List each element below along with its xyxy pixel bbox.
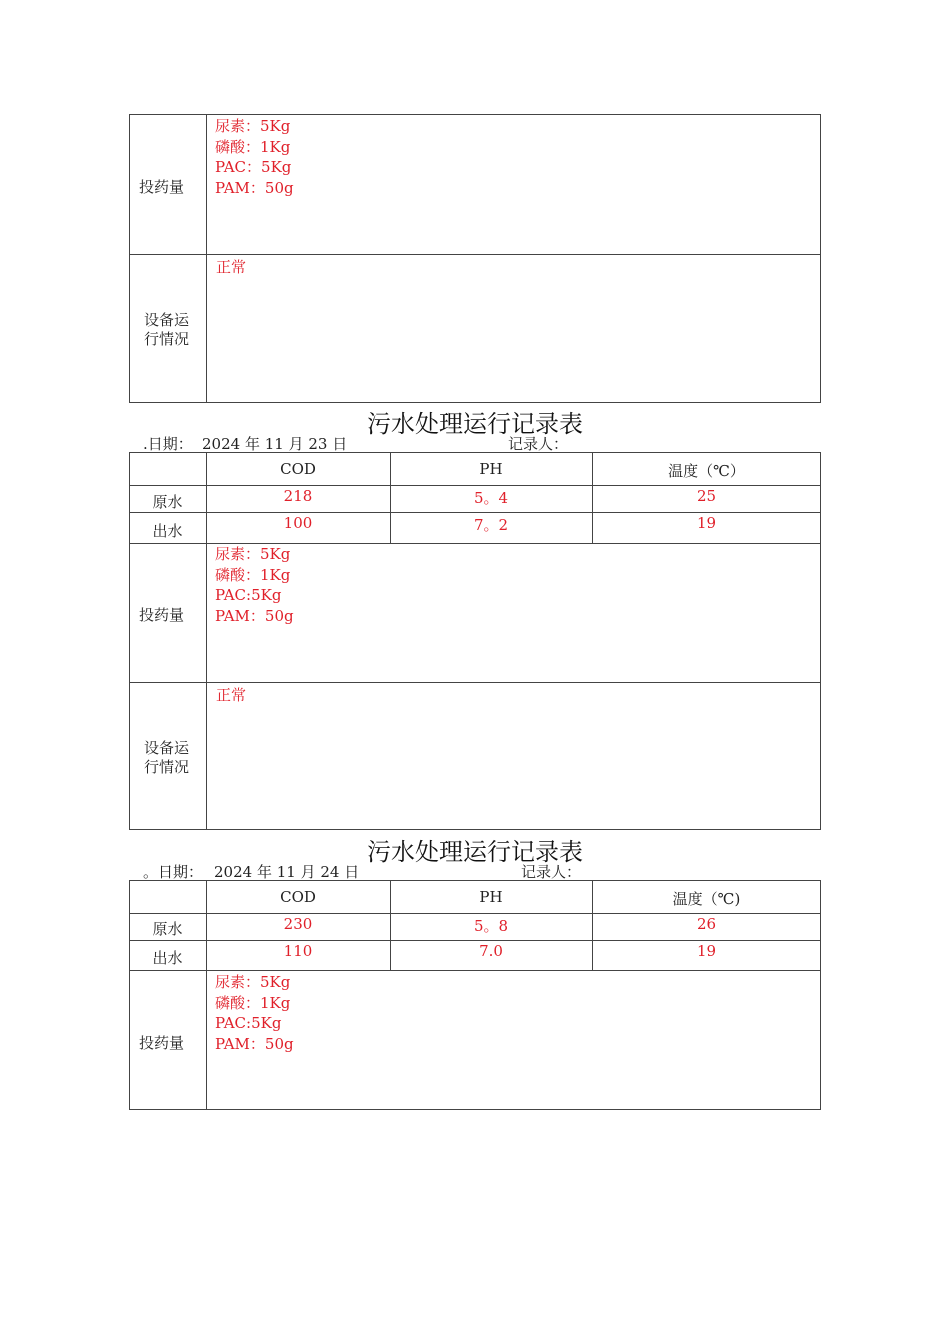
raw-cod-value: 230 xyxy=(283,915,313,933)
dosage-item: 磷酸：1Kg xyxy=(215,137,291,156)
dosage-item: 磷酸：1Kg xyxy=(215,565,291,584)
dosage-item: PAC：5Kg xyxy=(215,158,292,176)
column-header-temperature: 温度（℃） xyxy=(668,462,745,480)
dosage-label: 投药量 xyxy=(139,606,185,624)
divider xyxy=(206,452,207,830)
equipment-status: 正常 xyxy=(216,258,247,276)
record-table xyxy=(129,452,821,830)
divider xyxy=(129,485,821,486)
row-label-raw-water: 原水 xyxy=(152,493,183,511)
dosage-item: 尿素：5Kg xyxy=(215,973,291,991)
column-header-ph: PH xyxy=(479,460,503,478)
dosage-item: PAM：50g xyxy=(215,178,294,197)
dosage-item: 尿素：5Kg xyxy=(215,117,291,135)
recorder-label: 记录人： xyxy=(508,435,569,453)
dosage-item: PAC:5Kg xyxy=(215,1014,282,1032)
raw-temperature-value: 25 xyxy=(696,487,717,505)
dosage-item: PAM：50g xyxy=(215,1034,294,1053)
column-header-cod: COD xyxy=(280,460,316,478)
divider xyxy=(129,940,821,941)
dosage-list xyxy=(215,544,294,626)
date-value: 2024 年 11 月 23 日 xyxy=(202,435,348,453)
dosage-label: 投药量 xyxy=(139,178,185,196)
divider xyxy=(129,970,821,971)
recorder-label: 记录人： xyxy=(521,863,582,881)
raw-ph-value: 5。8 xyxy=(473,917,509,935)
equipment-label xyxy=(144,739,189,777)
date-label: 。日期： xyxy=(143,863,204,881)
dosage-label: 投药量 xyxy=(139,1034,185,1052)
column-header-ph: PH xyxy=(479,888,503,906)
divider xyxy=(206,114,207,403)
effluent-ph-value: 7。2 xyxy=(473,516,509,534)
effluent-cod-value: 100 xyxy=(283,514,313,532)
row-label-effluent: 出水 xyxy=(152,949,183,967)
record-title: 污水处理运行记录表 xyxy=(367,410,583,438)
effluent-temperature-value: 19 xyxy=(696,514,717,532)
raw-ph-value: 5。4 xyxy=(473,489,509,507)
dosage-item: 磷酸：1Kg xyxy=(215,993,291,1012)
equipment-label-line: 行情况 xyxy=(144,330,190,348)
divider xyxy=(129,512,821,513)
equipment-status: 正常 xyxy=(216,686,247,704)
equipment-label-line: 行情况 xyxy=(144,758,190,776)
effluent-ph-value: 7.0 xyxy=(479,942,503,960)
divider xyxy=(129,913,821,914)
date-label: .日期： xyxy=(143,435,193,453)
record-title: 污水处理运行记录表 xyxy=(367,838,583,866)
effluent-cod-value: 110 xyxy=(283,942,313,960)
equipment-label-line: 设备运 xyxy=(144,739,190,757)
dosage-item: PAM：50g xyxy=(215,606,294,625)
dosage-list xyxy=(215,972,294,1054)
row-label-effluent: 出水 xyxy=(152,522,183,540)
dosage-list xyxy=(215,116,294,198)
effluent-temperature-value: 19 xyxy=(696,942,717,960)
dosage-item: PAC:5Kg xyxy=(215,586,282,604)
dosage-item: 尿素：5Kg xyxy=(215,545,291,563)
raw-cod-value: 218 xyxy=(283,487,313,505)
equipment-label xyxy=(144,311,189,349)
divider xyxy=(129,682,821,683)
column-header-temperature: 温度（℃) xyxy=(672,890,741,908)
raw-temperature-value: 26 xyxy=(696,915,717,933)
equipment-label-line: 设备运 xyxy=(144,311,190,329)
divider xyxy=(129,254,821,255)
date-value: 2024 年 11 月 24 日 xyxy=(214,863,360,881)
column-header-cod: COD xyxy=(280,888,316,906)
row-label-raw-water: 原水 xyxy=(152,920,183,938)
